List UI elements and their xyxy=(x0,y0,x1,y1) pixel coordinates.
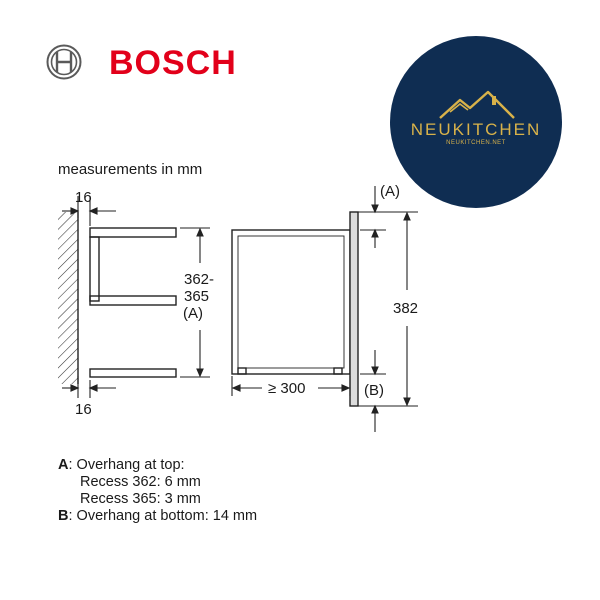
microwave-appliance xyxy=(232,212,358,406)
label-16-bottom: 16 xyxy=(75,401,92,418)
note-b xyxy=(58,508,257,525)
label-overhang-bottom: (B) xyxy=(364,382,384,399)
wall-hatch xyxy=(58,212,78,384)
label-height-line1: 362- xyxy=(184,271,215,288)
notes-legend xyxy=(58,457,257,525)
badge-url: NEUKITCHEN.NET xyxy=(446,140,506,146)
label-total-height: 382 xyxy=(393,300,419,317)
label-height-line3: (A) xyxy=(183,305,203,322)
note-a xyxy=(58,457,257,474)
note-a-line1: Recess 362: 6 mm xyxy=(80,474,201,490)
label-16-top: 16 xyxy=(75,189,92,206)
cabinet-niche xyxy=(90,228,176,377)
note-a-text: : Overhang at top: xyxy=(68,457,185,473)
note-b-text: : Overhang at bottom: 14 mm xyxy=(68,508,258,524)
note-b-key: B xyxy=(58,508,69,524)
label-depth: ≥ 300 xyxy=(268,380,306,397)
note-a-line2: Recess 365: 3 mm xyxy=(80,491,201,507)
brand-name: BOSCH xyxy=(109,44,237,82)
label-height-line2: 365 xyxy=(184,288,210,305)
label-overhang-top: (A) xyxy=(380,183,400,200)
badge-name: NEUKITCHEN xyxy=(410,120,542,139)
diagram-caption: measurements in mm xyxy=(58,161,203,178)
note-a-key: A xyxy=(58,457,69,473)
